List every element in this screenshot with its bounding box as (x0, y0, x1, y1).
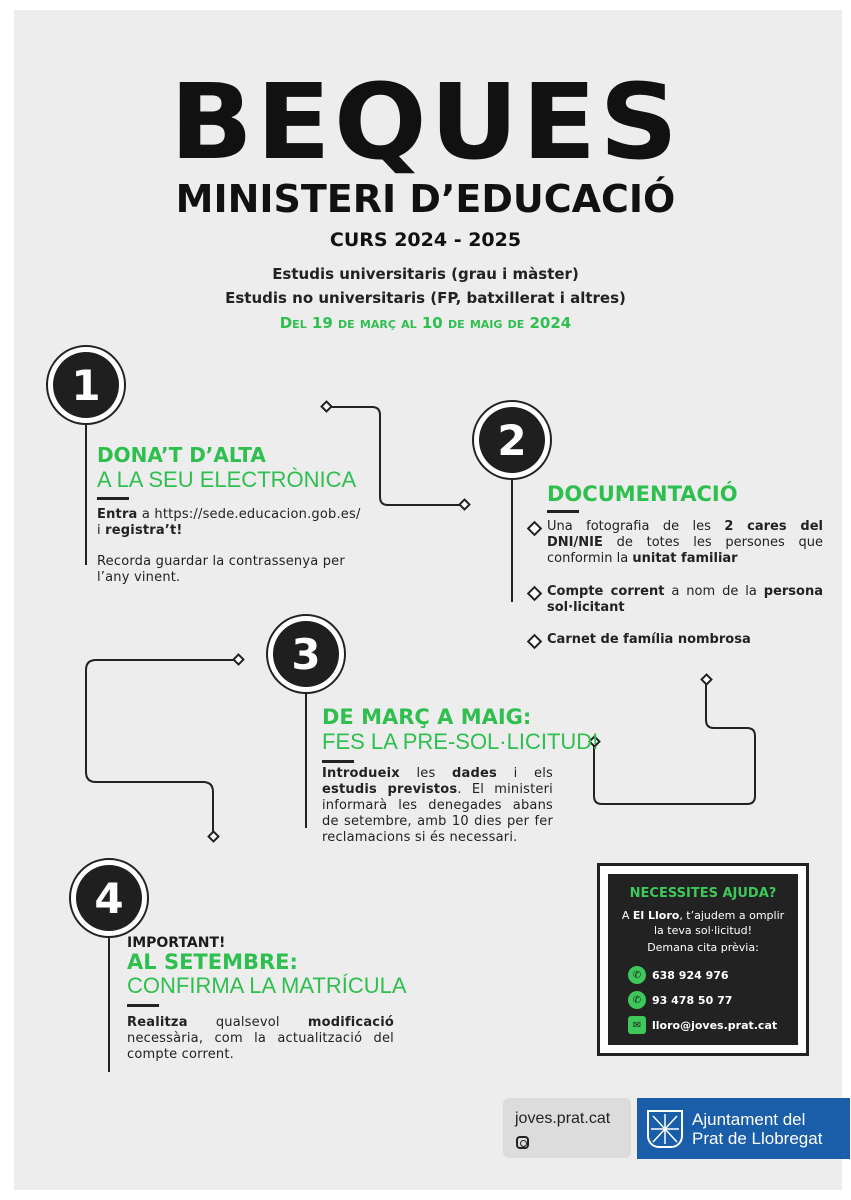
item-1-text-b: 2 cares del DNI/NIE (547, 519, 823, 550)
item-1-text-a: Una fotografia de les (547, 519, 725, 534)
email-text: lloro@joves.prat.cat (652, 1018, 778, 1032)
step-4-number: 4 (76, 865, 142, 931)
step-4-heading: AL SETEMBRE: (127, 950, 298, 974)
ajuntament-line-1: Ajuntament del (692, 1110, 806, 1129)
step-1-line (85, 425, 87, 565)
step-3-line (305, 694, 307, 828)
dates-label (0, 316, 851, 331)
shield-icon (647, 1110, 683, 1148)
step-2-line (511, 480, 513, 602)
page-title: BEQUES (169, 61, 682, 183)
step-2-heading: DOCUMENTACIÓ (547, 482, 738, 506)
connector-node (702, 675, 712, 685)
contact-phone-1[interactable] (628, 966, 729, 984)
studies-line-1: Estudis universitaris (grau i màster) (272, 265, 579, 283)
whatsapp-icon: ✆ (628, 991, 646, 1009)
help-text-lloro: El Lloro (632, 909, 680, 922)
item-2-text-a: Compte corrent (547, 584, 665, 599)
step-1-reminder: Recorda guardar la contrassenya per l’any vinent. (97, 554, 345, 585)
step-2-rule (547, 510, 579, 513)
step-3-text-a: Introdueix (322, 766, 400, 781)
item-3-text: Carnet de família nombrosa (547, 632, 751, 647)
connector-node (322, 402, 332, 412)
step-3-text-b: les (399, 766, 453, 781)
phone-1-text: 638 924 976 (652, 968, 729, 982)
step-1-heading: DONA’T D’ALTA (97, 443, 266, 467)
help-box-inner (608, 874, 798, 1045)
step-4-badge (69, 858, 149, 938)
step-3-rule (322, 760, 354, 763)
step-3-text-f: . El ministeri informarà les denegades abans de setembre, amb 10 dies per fer reclamacions si és necessari. (322, 782, 553, 845)
step-4-description (127, 1015, 394, 1063)
connector-node (234, 655, 244, 665)
step-4-rule (127, 1004, 159, 1007)
step-4-subheading: CONFIRMA LA MATRÍCULA (127, 973, 407, 998)
connector-3-4 (86, 660, 238, 836)
connector-2-3 (594, 680, 755, 804)
instagram-icon[interactable] (516, 1136, 529, 1149)
step-3-description (322, 766, 553, 846)
step-3-text-c: dades (452, 766, 497, 781)
step-3-subheading: FES LA PRE-SOL·LICITUD! (322, 729, 599, 754)
step-1-enter: Entra (97, 507, 138, 522)
step-2-badge (472, 400, 552, 480)
step-4-text-a: Realitza (127, 1015, 188, 1030)
step-1-badge (46, 345, 126, 425)
page-subtitle: MINISTERI D’EDUCACIÓ (175, 177, 676, 221)
website-link[interactable]: joves.prat.cat (515, 1110, 611, 1127)
mail-icon: ✉ (628, 1016, 646, 1034)
help-text-a: A (621, 909, 633, 922)
ajuntament-line-2: Prat de Llobregat (692, 1129, 823, 1148)
step-1-url: a https://sede.educacion.gob.es/ i (97, 507, 361, 538)
shield-emblem (649, 1112, 681, 1146)
help-box (597, 863, 809, 1056)
step-4-text-d: necessària, com la actualització del compte corrent. (127, 1031, 394, 1062)
step-1-instructions (97, 507, 361, 539)
step-3-badge (266, 614, 346, 694)
step-3-number: 3 (273, 621, 339, 687)
website-badge[interactable] (503, 1098, 631, 1158)
step-1-register: registra’t! (105, 523, 183, 538)
course-label: CURS 2024 - 2025 (329, 229, 522, 251)
step-4-text-b: qualsevol (187, 1015, 308, 1030)
item-2-text-c: persona sol·licitant (547, 584, 823, 615)
connector-node (460, 500, 470, 510)
dates-text: Del 19 de març al 10 de maig de 2024 (279, 314, 572, 332)
connector-node (209, 832, 219, 842)
step-3-heading: DE MARÇ A MAIG: (322, 705, 532, 729)
ajuntament-name (692, 1110, 822, 1148)
contact-phone-2[interactable] (628, 991, 732, 1009)
step-3-text-d: i els (497, 766, 553, 781)
studies-line-2: Estudis no universitaris (FP, batxillerat i altres) (225, 289, 626, 307)
step-2-item-3 (547, 632, 823, 648)
step-2-number: 2 (479, 407, 545, 473)
help-title: NECESSITES AJUDA? (629, 886, 777, 901)
step-1-subheading: A LA SEU ELECTRÒNICA (97, 467, 357, 492)
contact-email[interactable] (628, 1016, 777, 1034)
step-4-important: IMPORTANT! (127, 935, 226, 951)
item-2-text-b: a nom de la (664, 584, 764, 599)
whatsapp-icon: ✆ (628, 966, 646, 984)
item-1-text-d: unitat familiar (632, 551, 738, 566)
item-1-text-c: de totes les persones que conformin la (547, 535, 823, 566)
step-1-rule (97, 497, 129, 500)
step-3-text-e: estudis previstos (322, 782, 458, 797)
ajuntament-logo (637, 1098, 850, 1159)
help-text (608, 908, 798, 938)
step-2-item-2 (547, 584, 823, 616)
step-1-number: 1 (53, 352, 119, 418)
step-2-item-1 (547, 519, 823, 567)
phone-2-text: 93 478 50 77 (652, 993, 733, 1007)
step-4-line (108, 938, 110, 1072)
help-appointment: Demana cita prèvia: (647, 941, 759, 954)
help-text-c: , t’ajudem a omplir la teva sol·licitud! (653, 909, 785, 937)
step-4-text-c: modificació (307, 1015, 394, 1030)
